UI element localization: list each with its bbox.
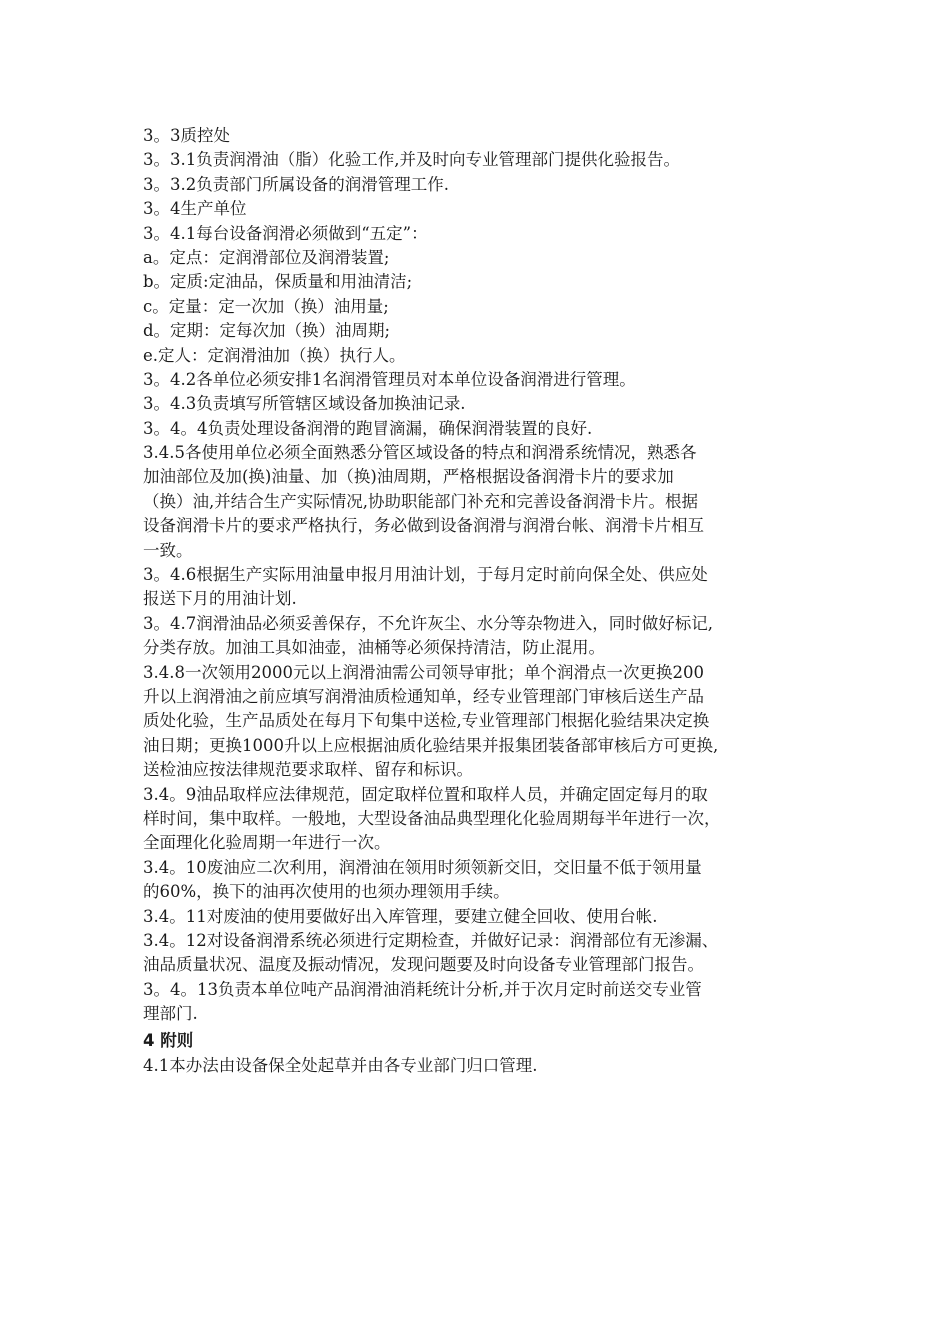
line-3-4-9-b: 样时间，集中取样。一般地，大型设备油品典型理化化验周期每半年进行一次，	[143, 808, 721, 828]
section-4-heading: 4 附则	[143, 1031, 194, 1051]
line-3-3-title: 3。3质控处	[143, 126, 230, 145]
line-3-4-7-a: 3。4.7润滑油品必须妥善保存，不允许灰尘、水分等杂物进入，同时做好标记,	[143, 613, 713, 633]
line-3-4-6-b: 报送下月的用油计划.	[143, 589, 297, 609]
line-3-4-5-a: 3.4.5各使用单位必须全面熟悉分管区域设备的特点和润滑系统情况，熟悉各	[143, 443, 697, 463]
line-3-4-8-b: 升以上润滑油之前应填写润滑油质检通知单，经专业管理部门审核后送生产品	[143, 686, 704, 706]
line-3-4-13-b: 理部门.	[143, 1004, 198, 1024]
line-3-4-1: 3。4.1每台设备润滑必须做到“五定”：	[143, 223, 428, 243]
line-3-4-8-e: 送检油应按法律规范要求取样、留存和标识。	[143, 760, 473, 780]
line-item-d: d。定期：定每次加（换）油周期;	[143, 321, 391, 341]
section-3-text	[143, 124, 823, 1026]
line-item-c: c。定量：定一次加（换）油用量;	[143, 296, 389, 316]
document-body	[143, 124, 823, 1079]
line-3-4-6-a: 3。4.6根据生产实际用油量申报月用油计划，于每月定时前向保全处、供应处	[143, 565, 708, 585]
line-3-4-13-a: 3。4。13负责本单位吨产品润滑油消耗统计分析,并于次月定时前送交专业管	[143, 979, 702, 999]
line-3-4-5-b: 加油部位及加(换)油量、加（换)油周期，严格根据设备润滑卡片的要求加	[143, 467, 674, 487]
line-3-4-11: 3.4。11对废油的使用要做好出入库管理，要建立健全回收、使用台帐.	[143, 906, 658, 926]
line-3-4-9-c: 全面理化化验周期一年进行一次。	[143, 833, 391, 853]
line-item-b: b。定质:定油品，保质量和用油清洁;	[143, 272, 413, 292]
line-item-a: a。定点：定润滑部位及润滑装置;	[143, 247, 390, 267]
line-3-4-12-a: 3.4。12对设备润滑系统必须进行定期检查，并做好记录：润滑部位有无渗漏、	[143, 930, 719, 950]
line-3-4-8-d: 油日期；更换1000升以上应根据油质化验结果并报集团装备部审核后方可更换,	[143, 735, 719, 755]
line-4-1: 4.1本办法由设备保全处起草并由各专业部门归口管理.	[143, 1056, 538, 1076]
line-3-4-10-a: 3.4。10废油应二次利用，润滑油在领用时须领新交旧，交旧量不低于领用量	[143, 857, 702, 877]
line-3-4-12-b: 油品质量状况、温度及振动情况，发现问题要及时向设备专业管理部门报告。	[143, 955, 704, 975]
line-3-4-10-b: 的60%，换下的油再次使用的也须办理领用手续。	[143, 882, 510, 902]
line-3-4-3: 3。4.3负责填写所管辖区域设备加换油记录.	[143, 394, 466, 414]
line-3-4-5-d: 设备润滑卡片的要求严格执行，务必做到设备润滑与润滑台帐、润滑卡片相互	[143, 516, 704, 536]
line-3-3-1: 3。3.1负责润滑油（脂）化验工作,并及时向专业管理部门提供化验报告。	[143, 150, 680, 170]
line-3-4-4: 3。4。4负责处理设备润滑的跑冒滴漏，确保润滑装置的良好.	[143, 418, 593, 438]
line-3-4-5-c: （换）油,并结合生产实际情况,协助职能部门补充和完善设备润滑卡片。根据	[143, 491, 698, 511]
line-3-4-title: 3。4生产单位	[143, 199, 247, 219]
line-3-4-8-a: 3.4.8一次领用2000元以上润滑油需公司领导审批；单个润滑点一次更换200	[143, 662, 704, 682]
section-4-text	[143, 1054, 823, 1078]
line-item-e: e.定人：定润滑油加（换）执行人。	[143, 345, 406, 365]
line-3-4-5-e: 一致。	[143, 540, 193, 560]
line-3-3-2: 3。3.2负责部门所属设备的润滑管理工作.	[143, 174, 449, 194]
line-3-4-8-c: 质处化验，生产品质处在每月下旬集中送检,专业管理部门根据化验结果决定换	[143, 711, 710, 731]
line-3-4-2: 3。4.2各单位必须安排1名润滑管理员对本单位设备润滑进行管理。	[143, 369, 636, 389]
line-3-4-7-b: 分类存放。加油工具如油壶，油桶等必须保持清洁，防止混用。	[143, 638, 605, 658]
line-3-4-9-a: 3.4。9油品取样应法律规范，固定取样位置和取样人员，并确定固定每月的取	[143, 784, 708, 804]
